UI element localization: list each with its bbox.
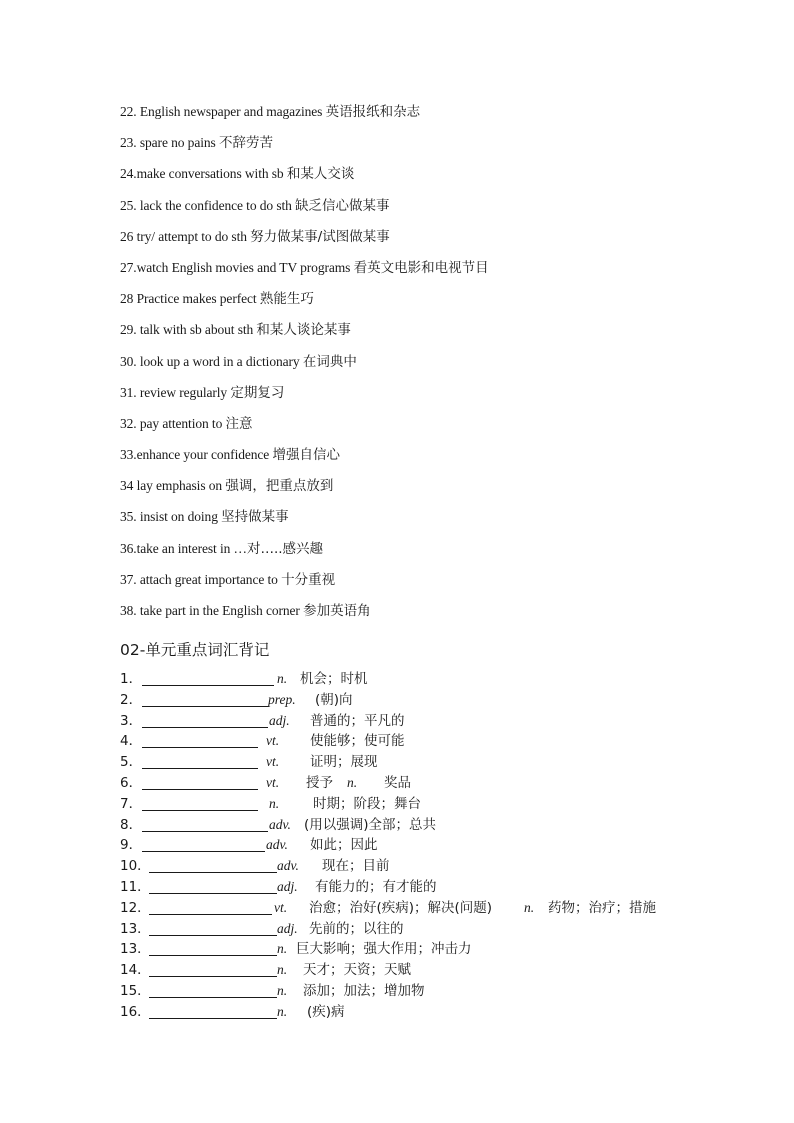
part-of-speech: vt. [266, 774, 280, 790]
phrase-english: 34 lay emphasis on [120, 478, 226, 494]
meaning-secondary: 药物；治疗；措施 [548, 899, 656, 916]
phrase-chinese: 参加英语角 [303, 603, 371, 619]
answer-blank [142, 747, 258, 748]
phrase-item [120, 382, 489, 413]
vocab-number: 14． [120, 962, 151, 979]
phrase-chinese: 在词典中 [302, 353, 357, 370]
meaning: (朝)向 [315, 691, 353, 708]
meaning: 有能力的；有才能的 [315, 878, 437, 895]
phrase-chinese: 看英文电影和电视节目 [353, 259, 489, 276]
phrase-chinese: 不辞劳苦 [218, 135, 273, 152]
meaning: 普通的；平凡的 [310, 712, 405, 729]
phrase-item [120, 163, 489, 194]
part-of-speech: vt. [274, 899, 288, 915]
answer-blank [149, 935, 277, 936]
answer-blank [142, 685, 274, 686]
answer-blank [142, 831, 268, 832]
part-of-speech: n. [277, 982, 288, 998]
part-of-speech: n. [269, 795, 280, 811]
meaning: 先前的；以往的 [309, 920, 404, 937]
vocab-number: 6． [120, 774, 143, 791]
part-of-speech: n. [277, 962, 288, 978]
vocab-number: 9． [120, 837, 143, 854]
phrase-item [120, 538, 489, 569]
vocab-number: 5． [120, 754, 143, 771]
vocab-number: 13． [120, 920, 151, 937]
phrase-item [120, 475, 489, 506]
answer-blank [142, 851, 265, 852]
part-of-speech: adv. [266, 837, 288, 853]
meaning: 治愈；治好(疾病)；解决(问题) [309, 899, 493, 916]
phrase-english: 30. look up a word in a dictionary [120, 353, 303, 369]
vocab-number: 11． [120, 878, 151, 895]
phrase-english: 35. insist on doing [120, 509, 222, 525]
answer-blank [149, 955, 277, 956]
answer-blank [142, 768, 258, 769]
phrase-english: 32. pay attention to [120, 415, 226, 431]
phrase-english: 26 try/ attempt to do sth [120, 228, 251, 244]
answer-blank [142, 789, 258, 790]
meaning: 天才；天资；天赋 [303, 962, 411, 979]
phrase-english: 23. spare no pains [120, 135, 219, 151]
phrase-chinese: 定期复习 [230, 384, 285, 401]
phrase-english: 22. English newspaper and magazines [120, 104, 326, 119]
phrase-chinese: 缺乏信心做某事 [295, 197, 390, 214]
phrase-english: 25. lack the confidence to do sth [120, 197, 296, 213]
phrase-item [120, 132, 489, 163]
phrase-item [120, 413, 489, 444]
part-of-speech: n. [277, 1003, 288, 1019]
phrase-item [120, 195, 489, 226]
section-heading: 02-单元重点词汇背记 [120, 641, 270, 659]
part-of-speech: adj. [269, 712, 290, 728]
phrase-item [120, 600, 489, 631]
vocab-number: 2． [120, 691, 143, 708]
phrase-english: 38. take part in the English corner [120, 603, 304, 618]
meaning: (用以强调)全部；总共 [304, 816, 437, 833]
phrase-english: 33.enhance your confidence [120, 447, 273, 463]
part-of-speech-secondary: n. [524, 899, 535, 915]
part-of-speech: vt. [266, 754, 280, 770]
part-of-speech: adv. [269, 816, 291, 832]
phrase-item [120, 319, 489, 350]
meaning: (疾)病 [307, 1003, 345, 1020]
vocab-number: 7． [120, 795, 143, 812]
phrase-item [120, 257, 489, 288]
phrase-item [120, 444, 489, 475]
phrase-item [120, 288, 489, 319]
phrase-item [120, 569, 489, 600]
meaning: 时期；阶段；舞台 [313, 795, 421, 812]
phrase-chinese: 努力做某事/试图做某事 [250, 228, 390, 245]
meaning: 证明；展现 [310, 754, 378, 771]
phrase-english: 29. talk with sb about sth [120, 322, 257, 338]
phrase-chinese: 增强自信心 [272, 447, 340, 464]
phrase-chinese: 熟能生巧 [259, 291, 314, 308]
meaning: 添加；加法；增加物 [303, 982, 425, 999]
phrase-english: 31. review regularly [120, 384, 231, 400]
vocab-number: 13． [120, 941, 151, 958]
meaning: 使能够；使可能 [310, 733, 405, 750]
answer-blank [149, 1018, 277, 1019]
vocab-number: 10． [120, 858, 151, 875]
meaning: 巨大影响；强大作用；冲击力 [296, 941, 472, 958]
phrase-item [120, 506, 489, 537]
phrase-english: 27.watch English movies and TV programs [120, 259, 354, 275]
vocab-number: 4． [120, 733, 143, 750]
answer-blank [149, 914, 272, 915]
meaning: 授予 [306, 774, 333, 791]
phrase-chinese: 强调，把重点放到 [225, 478, 334, 495]
phrase-item [120, 351, 489, 382]
vocab-number: 8． [120, 816, 143, 833]
part-of-speech: adj. [277, 878, 298, 894]
part-of-speech-secondary: n. [347, 774, 358, 790]
phrase-chinese: 坚持做某事 [221, 509, 289, 526]
meaning-secondary: 奖品 [384, 774, 411, 791]
phrase-chinese: 注意 [225, 415, 253, 432]
phrase-english: 24.make conversations with sb [120, 166, 287, 182]
answer-blank [149, 976, 277, 977]
phrase-english: 37. attach great importance to [120, 571, 282, 587]
part-of-speech: prep. [268, 691, 296, 707]
phrase-chinese: 和某人谈论某事 [256, 322, 351, 339]
meaning: 如此；因此 [310, 837, 378, 854]
part-of-speech: adj. [277, 920, 298, 936]
phrase-item [120, 101, 489, 132]
answer-blank [142, 706, 268, 707]
answer-blank [142, 727, 268, 728]
phrase-list [120, 101, 489, 631]
phrase-chinese: 和某人交谈 [286, 166, 355, 183]
vocab-number: 12． [120, 899, 151, 916]
phrase-chinese: 对…..感兴趣 [246, 540, 324, 557]
phrase-english: 36.take an interest in … [120, 540, 247, 556]
phrase-item [120, 226, 489, 257]
answer-blank [149, 997, 277, 998]
part-of-speech: n. [277, 941, 288, 957]
part-of-speech: vt. [266, 733, 280, 749]
vocab-number: 1． [120, 671, 143, 687]
phrase-chinese: 英语报纸和杂志 [325, 104, 421, 120]
vocab-number: 3． [120, 712, 143, 729]
phrase-english: 28 Practice makes perfect [120, 291, 260, 307]
meaning: 机会；时机 [300, 671, 368, 687]
answer-blank [149, 893, 277, 894]
part-of-speech: adv. [277, 858, 299, 874]
answer-blank [149, 872, 277, 873]
answer-blank [142, 810, 258, 811]
meaning: 现在；目前 [322, 858, 390, 875]
phrase-chinese: 十分重视 [281, 571, 336, 588]
vocab-number: 15． [120, 982, 151, 999]
part-of-speech: n. [277, 671, 288, 686]
vocab-number: 16． [120, 1003, 151, 1020]
